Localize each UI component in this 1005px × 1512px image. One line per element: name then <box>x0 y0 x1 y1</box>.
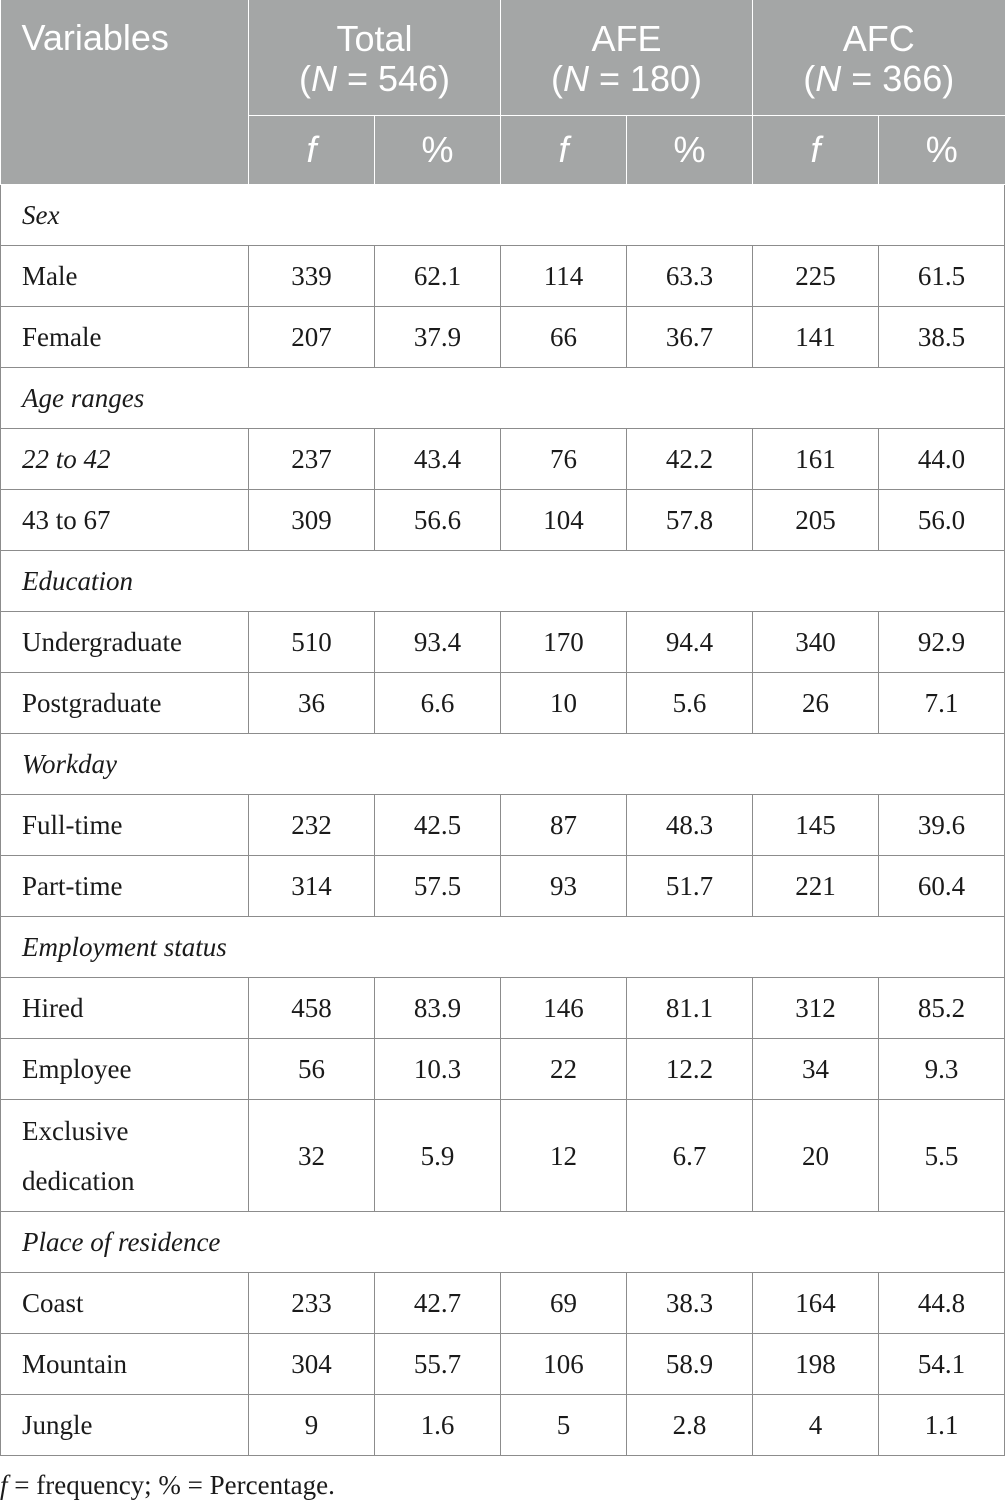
row-label: Undergraduate <box>1 612 249 673</box>
cell-percentage: 38.3 <box>627 1273 753 1334</box>
row-label: Mountain <box>1 1334 249 1395</box>
table-row <box>1 612 1005 673</box>
cell-frequency: 10 <box>501 673 627 734</box>
table-row <box>1 1273 1005 1334</box>
cell-frequency: 56 <box>249 1039 375 1100</box>
group-header-total <box>249 0 501 116</box>
group-n: (N = 546) <box>298 57 451 99</box>
cell-percentage: 37.9 <box>375 307 501 368</box>
row-label: Hired <box>1 978 249 1039</box>
cell-frequency: 198 <box>753 1334 879 1395</box>
category-label: Education <box>1 551 1005 612</box>
cell-percentage: 56.0 <box>879 490 1005 551</box>
cell-frequency: 510 <box>249 612 375 673</box>
row-label-line: Exclusive <box>22 1115 129 1146</box>
group-name: AFC <box>842 17 915 59</box>
cell-frequency: 233 <box>249 1273 375 1334</box>
cell-percentage: 42.7 <box>375 1273 501 1334</box>
row-label <box>1 1100 249 1212</box>
cell-frequency: 104 <box>501 490 627 551</box>
cell-frequency: 76 <box>501 429 627 490</box>
row-label: Employee <box>1 1039 249 1100</box>
subheader-percent: % <box>879 116 1005 185</box>
table-row <box>1 978 1005 1039</box>
cell-percentage: 93.4 <box>375 612 501 673</box>
cell-frequency: 22 <box>501 1039 627 1100</box>
cell-frequency: 36 <box>249 673 375 734</box>
cell-frequency: 312 <box>753 978 879 1039</box>
cell-frequency: 314 <box>249 856 375 917</box>
table-row <box>1 856 1005 917</box>
row-label: 43 to 67 <box>1 490 249 551</box>
cell-percentage: 51.7 <box>627 856 753 917</box>
row-label-line: dedication <box>22 1165 135 1196</box>
cell-frequency: 339 <box>249 246 375 307</box>
cell-percentage: 48.3 <box>627 795 753 856</box>
row-label: Postgraduate <box>1 673 249 734</box>
cell-percentage: 5.5 <box>879 1100 1005 1212</box>
cell-frequency: 4 <box>753 1395 879 1456</box>
cell-frequency: 221 <box>753 856 879 917</box>
cell-percentage: 92.9 <box>879 612 1005 673</box>
cell-frequency: 20 <box>753 1100 879 1212</box>
cell-frequency: 170 <box>501 612 627 673</box>
cell-percentage: 56.6 <box>375 490 501 551</box>
row-label: Full-time <box>1 795 249 856</box>
table-row <box>1 307 1005 368</box>
cell-percentage: 39.6 <box>879 795 1005 856</box>
cell-percentage: 57.5 <box>375 856 501 917</box>
category-row <box>1 185 1005 246</box>
cell-frequency: 5 <box>501 1395 627 1456</box>
cell-percentage: 58.9 <box>627 1334 753 1395</box>
category-row <box>1 1212 1005 1273</box>
cell-frequency: 93 <box>501 856 627 917</box>
cell-percentage: 60.4 <box>879 856 1005 917</box>
cell-percentage: 2.8 <box>627 1395 753 1456</box>
group-name: Total <box>336 17 413 59</box>
cell-frequency: 12 <box>501 1100 627 1212</box>
cell-percentage: 10.3 <box>375 1039 501 1100</box>
cell-frequency: 458 <box>249 978 375 1039</box>
cell-frequency: 34 <box>753 1039 879 1100</box>
group-header-afe <box>501 0 753 116</box>
subheader-f: f <box>753 116 879 185</box>
cell-frequency: 141 <box>753 307 879 368</box>
subheader-percent: % <box>627 116 753 185</box>
cell-frequency: 66 <box>501 307 627 368</box>
cell-percentage: 55.7 <box>375 1334 501 1395</box>
table-row <box>1 795 1005 856</box>
subheader-f: f <box>249 116 375 185</box>
subheader-percent: % <box>375 116 501 185</box>
cell-percentage: 44.0 <box>879 429 1005 490</box>
cell-percentage: 6.6 <box>375 673 501 734</box>
row-label: Coast <box>1 1273 249 1334</box>
cell-frequency: 237 <box>249 429 375 490</box>
table-row <box>1 246 1005 307</box>
cell-frequency: 205 <box>753 490 879 551</box>
subheader-f: f <box>501 116 627 185</box>
category-row <box>1 734 1005 795</box>
category-label: Sex <box>1 185 1005 246</box>
cell-percentage: 42.5 <box>375 795 501 856</box>
cell-percentage: 85.2 <box>879 978 1005 1039</box>
cell-frequency: 225 <box>753 246 879 307</box>
cell-frequency: 114 <box>501 246 627 307</box>
cell-percentage: 12.2 <box>627 1039 753 1100</box>
category-label: Workday <box>1 734 1005 795</box>
cell-percentage: 9.3 <box>879 1039 1005 1100</box>
table-row <box>1 673 1005 734</box>
cell-percentage: 6.7 <box>627 1100 753 1212</box>
table-row <box>1 1100 1005 1212</box>
cell-percentage: 63.3 <box>627 246 753 307</box>
table-row <box>1 1334 1005 1395</box>
cell-percentage: 43.4 <box>375 429 501 490</box>
cell-percentage: 44.8 <box>879 1273 1005 1334</box>
cell-frequency: 106 <box>501 1334 627 1395</box>
cell-frequency: 145 <box>753 795 879 856</box>
group-header-afc <box>753 0 1005 116</box>
cell-percentage: 38.5 <box>879 307 1005 368</box>
row-label: Jungle <box>1 1395 249 1456</box>
cell-percentage: 1.1 <box>879 1395 1005 1456</box>
cell-frequency: 232 <box>249 795 375 856</box>
cell-percentage: 54.1 <box>879 1334 1005 1395</box>
cell-percentage: 81.1 <box>627 978 753 1039</box>
category-label: Age ranges <box>1 368 1005 429</box>
table-header <box>1 0 1005 185</box>
cell-percentage: 36.7 <box>627 307 753 368</box>
cell-frequency: 309 <box>249 490 375 551</box>
category-label: Employment status <box>1 917 1005 978</box>
table-footnote: f = frequency; % = Percentage. <box>0 1470 335 1500</box>
category-row <box>1 917 1005 978</box>
cell-frequency: 32 <box>249 1100 375 1212</box>
cell-frequency: 146 <box>501 978 627 1039</box>
table-row <box>1 1039 1005 1100</box>
cell-frequency: 304 <box>249 1334 375 1395</box>
cell-frequency: 26 <box>753 673 879 734</box>
row-label: Male <box>1 246 249 307</box>
table-row <box>1 1395 1005 1456</box>
group-n: (N = 366) <box>803 57 955 99</box>
group-n: (N = 180) <box>550 57 703 99</box>
table-body <box>1 185 1005 1456</box>
cell-frequency: 340 <box>753 612 879 673</box>
cell-percentage: 83.9 <box>375 978 501 1039</box>
cell-percentage: 1.6 <box>375 1395 501 1456</box>
category-row <box>1 551 1005 612</box>
cell-percentage: 61.5 <box>879 246 1005 307</box>
cell-percentage: 5.6 <box>627 673 753 734</box>
row-label: 22 to 42 <box>1 429 249 490</box>
table-row <box>1 429 1005 490</box>
row-label: Female <box>1 307 249 368</box>
row-label: Part-time <box>1 856 249 917</box>
cell-percentage: 94.4 <box>627 612 753 673</box>
cell-frequency: 207 <box>249 307 375 368</box>
variables-header: Variables <box>1 0 249 185</box>
cell-percentage: 42.2 <box>627 429 753 490</box>
cell-percentage: 5.9 <box>375 1100 501 1212</box>
cell-percentage: 62.1 <box>375 246 501 307</box>
category-row <box>1 368 1005 429</box>
table-row <box>1 490 1005 551</box>
cell-percentage: 7.1 <box>879 673 1005 734</box>
cell-percentage: 57.8 <box>627 490 753 551</box>
cell-frequency: 164 <box>753 1273 879 1334</box>
group-name: AFE <box>591 17 662 59</box>
cell-frequency: 161 <box>753 429 879 490</box>
cell-frequency: 69 <box>501 1273 627 1334</box>
cell-frequency: 87 <box>501 795 627 856</box>
cell-frequency: 9 <box>249 1395 375 1456</box>
category-label: Place of residence <box>1 1212 1005 1273</box>
